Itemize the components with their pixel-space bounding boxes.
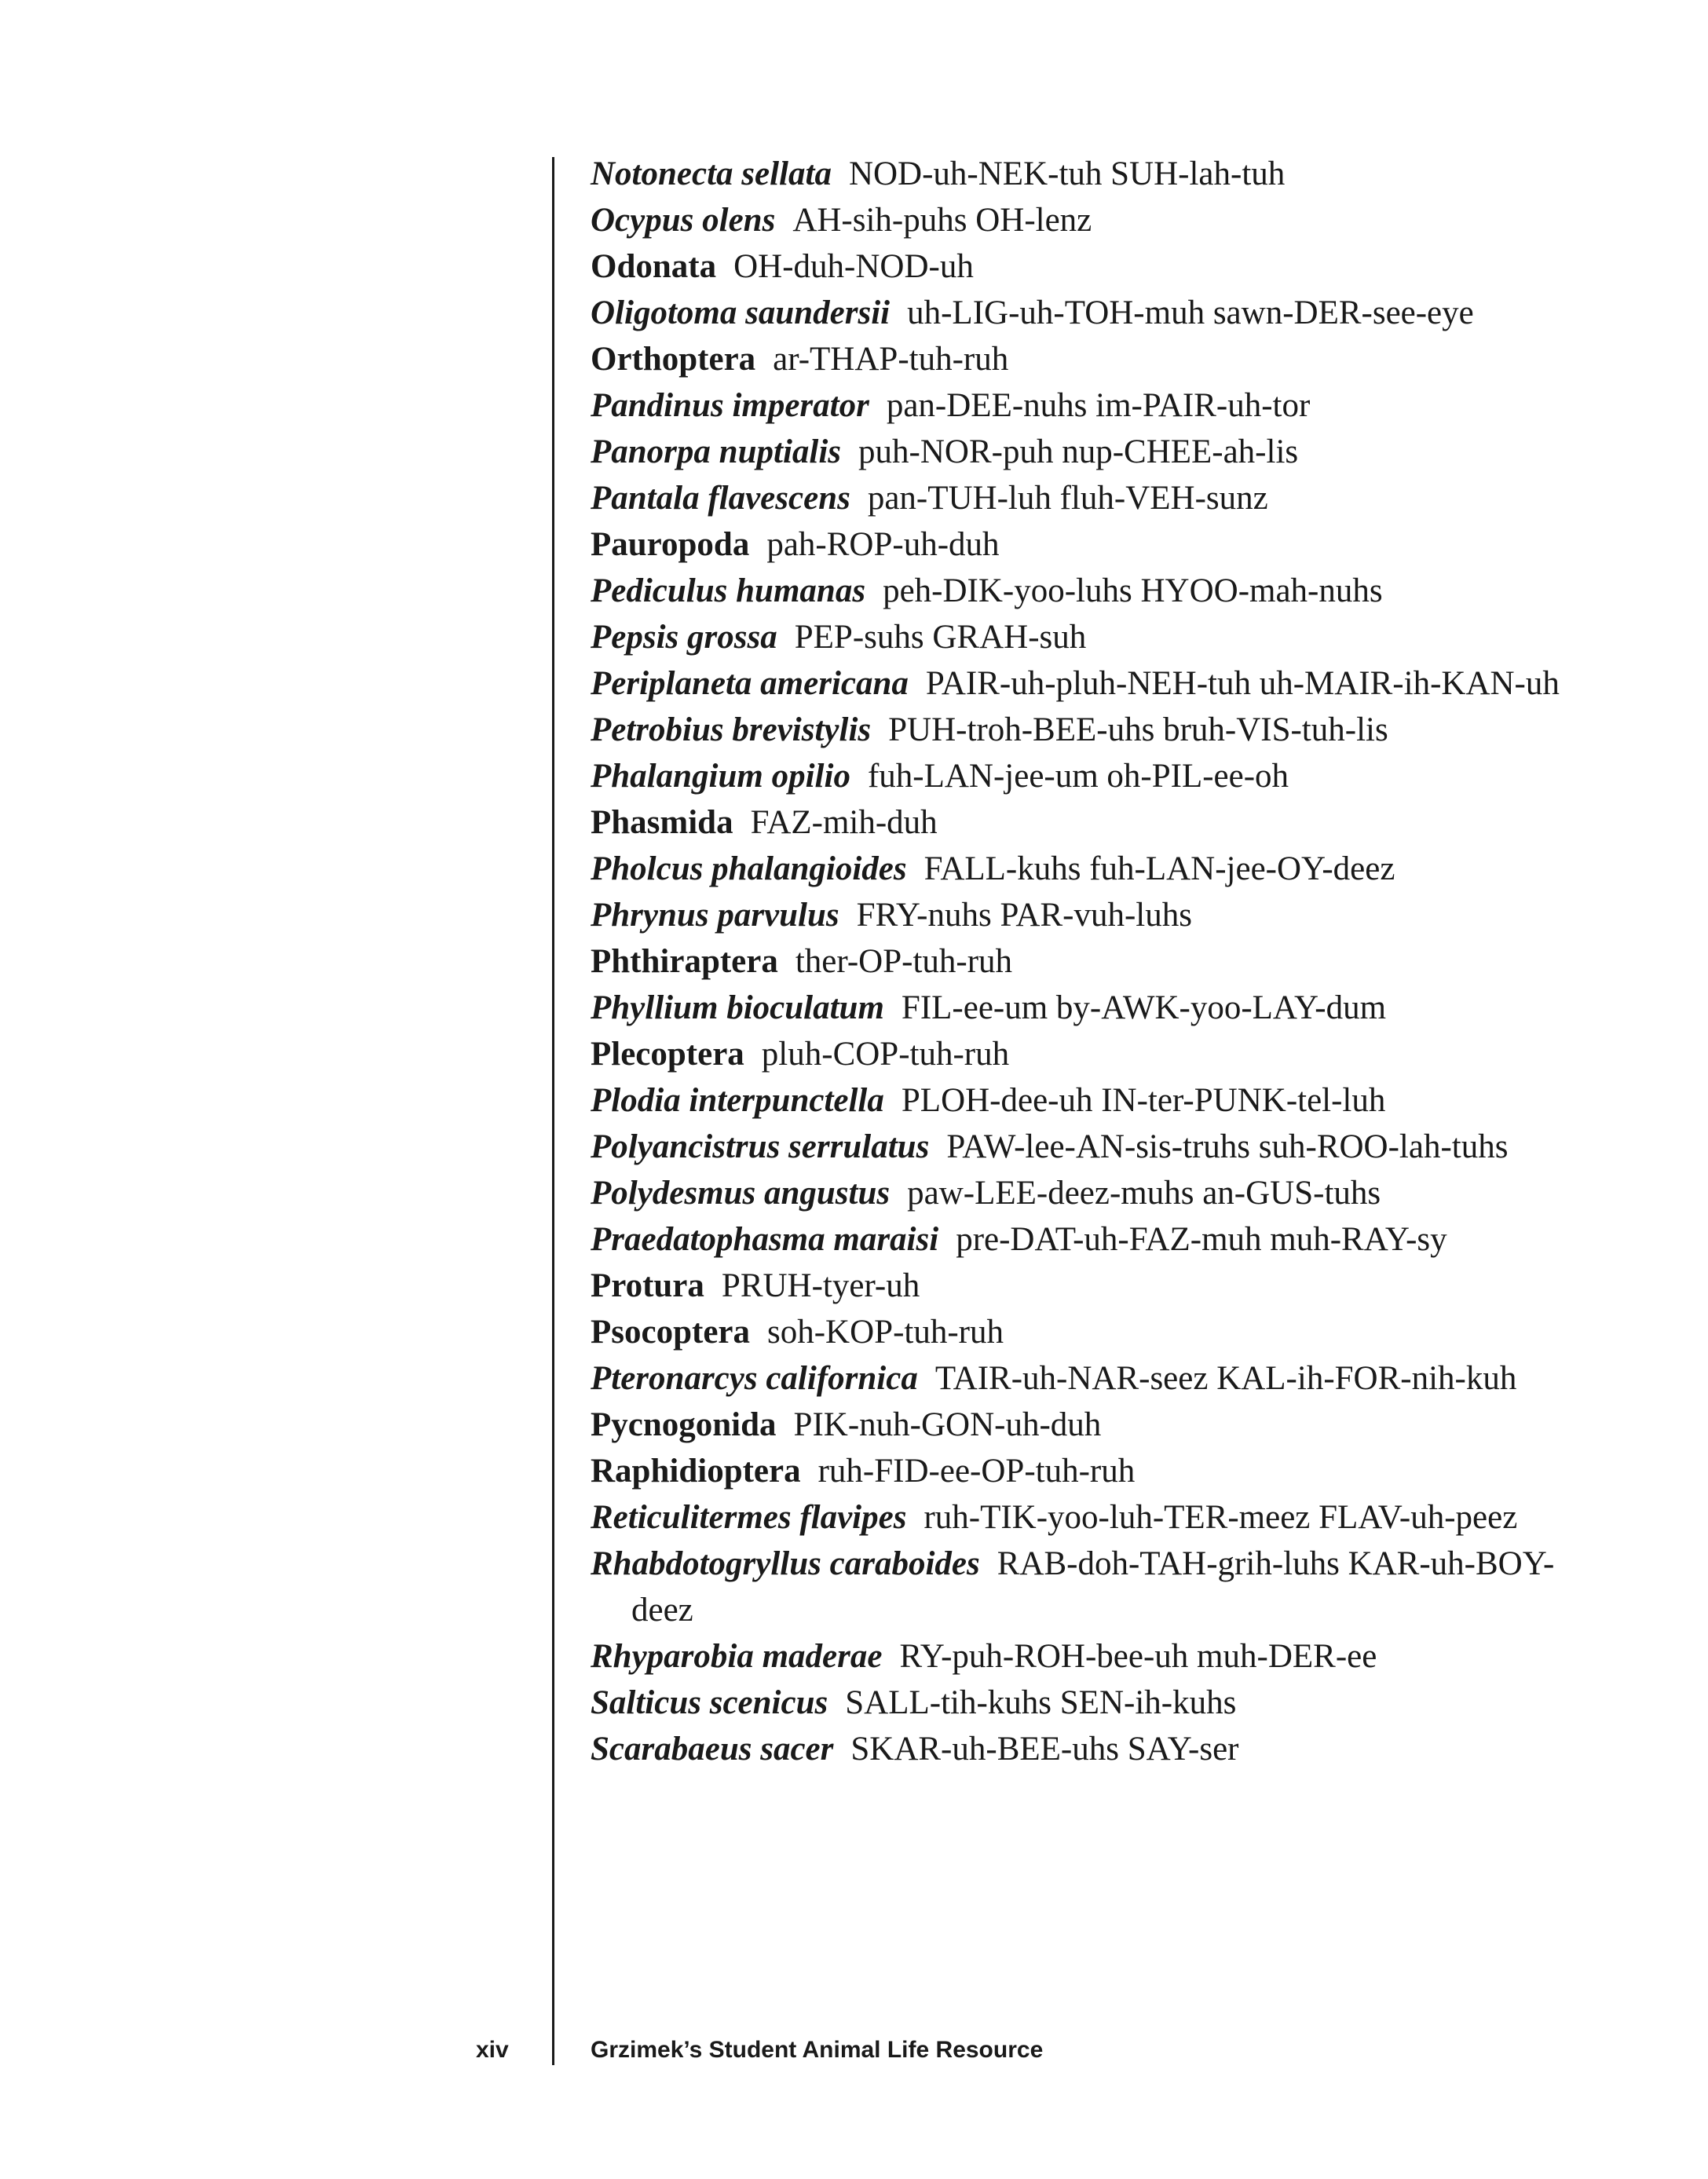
pronunciation: ar-THAP-tuh-ruh [773, 341, 1009, 378]
pronunciation: SALL-tih-kuhs SEN-ih-kuhs [845, 1684, 1237, 1721]
pronunciation: uh-LIG-uh-TOH-muh sawn-DER-see-eye [907, 294, 1474, 331]
scientific-name: Pandinus imperator [591, 387, 869, 424]
pronunciation-entry [591, 1124, 1572, 1170]
pronunciation-entry [591, 1494, 1572, 1541]
scientific-name: Polyancistrus serrulatus [591, 1128, 930, 1165]
pronunciation-entry [591, 475, 1572, 521]
pronunciation: pan-DEE-nuhs im-PAIR-uh-tor [886, 387, 1311, 424]
scientific-name: Pycnogonida [591, 1406, 777, 1443]
pronunciation-entry [591, 1031, 1572, 1077]
pronunciation-entry [591, 1309, 1572, 1355]
pronunciation: ruh-FID-ee-OP-tuh-ruh [817, 1453, 1136, 1490]
pronunciation-entry [591, 985, 1572, 1031]
pronunciation-entry [591, 1355, 1572, 1402]
pronunciation: PUH-troh-BEE-uhs bruh-VIS-tuh-lis [888, 711, 1388, 748]
pronunciation-entry [591, 243, 1572, 290]
pronunciation: RAB-doh-TAH-grih-luhs KAR-uh-BOY-deez [631, 1545, 1555, 1629]
pronunciation-entry [591, 197, 1572, 243]
scientific-name: Phyllium bioculatum [591, 989, 884, 1026]
scientific-name: Petrobius brevistylis [591, 711, 872, 748]
scientific-name: Salticus scenicus [591, 1684, 828, 1721]
scientific-name: Pediculus humanas [591, 572, 866, 609]
scientific-name: Raphidioptera [591, 1453, 801, 1490]
pronunciation-entry [591, 1216, 1572, 1263]
page-number: xiv [476, 2037, 509, 2063]
scientific-name: Pteronarcys californica [591, 1360, 918, 1397]
scientific-name: Ocypus olens [591, 202, 776, 239]
pronunciation: SKAR-uh-BEE-uhs SAY-ser [850, 1731, 1239, 1768]
pronunciation-entry [591, 1633, 1572, 1680]
scientific-name: Pantala flavescens [591, 480, 850, 517]
pronunciation: PEP-suhs GRAH-suh [794, 619, 1087, 656]
pronunciation-entry [591, 938, 1572, 985]
scientific-name: Praedatophasma maraisi [591, 1221, 939, 1258]
pronunciation: PIK-nuh-GON-uh-duh [793, 1406, 1102, 1443]
pronunciation: TAIR-uh-NAR-seez KAL-ih-FOR-nih-kuh [934, 1360, 1517, 1397]
scientific-name: Protura [591, 1267, 704, 1304]
pronunciation: OH-duh-NOD-uh [733, 248, 974, 285]
scientific-name: Phalangium opilio [591, 758, 850, 795]
scientific-name: Orthoptera [591, 341, 756, 378]
pronunciation-entry [591, 892, 1572, 938]
pronunciation: RY-puh-ROH-bee-uh muh-DER-ee [899, 1638, 1377, 1675]
pronunciation: PLOH-dee-uh IN-ter-PUNK-tel-luh [901, 1082, 1386, 1119]
scientific-name: Rhyparobia maderae [591, 1638, 883, 1675]
pronunciation-entry [591, 1448, 1572, 1494]
pronunciation: pluh-COP-tuh-ruh [761, 1036, 1010, 1073]
pronunciation: FALL-kuhs fuh-LAN-jee-OY-deez [923, 850, 1395, 887]
scientific-name: Periplaneta americana [591, 665, 909, 702]
pronunciation: AH-sih-puhs OH-lenz [792, 202, 1092, 239]
pronunciation-entry [591, 290, 1572, 336]
scientific-name: Phasmida [591, 804, 733, 841]
scientific-name: Pauropoda [591, 526, 750, 563]
pronunciation-entry [591, 660, 1572, 707]
pronunciation: FAZ-mih-duh [750, 804, 938, 841]
scientific-name: Rhabdotogryllus caraboides [591, 1545, 980, 1582]
pronunciation-entry [591, 1680, 1572, 1726]
pronunciation: peh-DIK-yoo-luhs HYOO-mah-nuhs [883, 572, 1383, 609]
scientific-name: Plecoptera [591, 1036, 744, 1073]
pronunciation: PAIR-uh-pluh-NEH-tuh uh-MAIR-ih-KAN-uh [925, 665, 1560, 702]
pronunciation-entry [591, 753, 1572, 799]
pronunciation-entry [591, 568, 1572, 614]
pronunciation-entry [591, 336, 1572, 382]
pronunciation-entry [591, 151, 1572, 197]
pronunciation: fuh-LAN-jee-um oh-PIL-ee-oh [867, 758, 1289, 795]
pronunciation-entry [591, 1263, 1572, 1309]
scientific-name: Psocoptera [591, 1314, 750, 1351]
pronunciation: NOD-uh-NEK-tuh SUH-lah-tuh [848, 155, 1286, 192]
pronunciation: ther-OP-tuh-ruh [795, 943, 1013, 980]
pronunciation-entry [591, 521, 1572, 568]
pronunciation-entry [591, 1077, 1572, 1124]
pronunciation-entry [591, 1170, 1572, 1216]
scientific-name: Pholcus phalangioides [591, 850, 907, 887]
pronunciation-list [591, 151, 1572, 1772]
pronunciation-entry [591, 382, 1572, 429]
pronunciation: PAW-lee-AN-sis-truhs suh-ROO-lah-tuhs [946, 1128, 1509, 1165]
scientific-name: Pepsis grossa [591, 619, 777, 656]
pronunciation: paw-LEE-deez-muhs an-GUS-tuhs [907, 1175, 1381, 1212]
pronunciation-entry [591, 846, 1572, 892]
pronunciation: FIL-ee-um by-AWK-yoo-LAY-dum [901, 989, 1387, 1026]
pronunciation-entry [591, 1541, 1572, 1633]
book-title: Grzimek’s Student Animal Life Resource [591, 2037, 1044, 2063]
scientific-name: Polydesmus angustus [591, 1175, 891, 1212]
scientific-name: Reticulitermes flavipes [591, 1499, 907, 1536]
pronunciation: FRY-nuhs PAR-vuh-luhs [856, 897, 1192, 934]
pronunciation-entry [591, 429, 1572, 475]
scientific-name: Panorpa nuptialis [591, 433, 842, 470]
scientific-name: Phrynus parvulus [591, 897, 839, 934]
pronunciation: soh-KOP-tuh-ruh [767, 1314, 1004, 1351]
pronunciation-entry [591, 1726, 1572, 1772]
scientific-name: Notonecta sellata [591, 155, 832, 192]
scientific-name: Oligotoma saundersii [591, 294, 891, 331]
pronunciation: ruh-TIK-yoo-luh-TER-meez FLAV-uh-peez [923, 1499, 1518, 1536]
scientific-name: Odonata [591, 248, 717, 285]
pronunciation: pah-ROP-uh-duh [766, 526, 1000, 563]
scientific-name: Phthiraptera [591, 943, 778, 980]
pronunciation-entry [591, 707, 1572, 753]
pronunciation: puh-NOR-puh nup-CHEE-ah-lis [858, 433, 1299, 470]
scientific-name: Scarabaeus sacer [591, 1731, 834, 1768]
vertical-rule [552, 157, 554, 2065]
scientific-name: Plodia interpunctella [591, 1082, 884, 1119]
pronunciation-entry [591, 614, 1572, 660]
pronunciation: pre-DAT-uh-FAZ-muh muh-RAY-sy [956, 1221, 1447, 1258]
pronunciation-entry [591, 799, 1572, 846]
pronunciation: PRUH-tyer-uh [721, 1267, 920, 1304]
pronunciation: pan-TUH-luh fluh-VEH-sunz [867, 480, 1268, 517]
pronunciation-entry [591, 1402, 1572, 1448]
